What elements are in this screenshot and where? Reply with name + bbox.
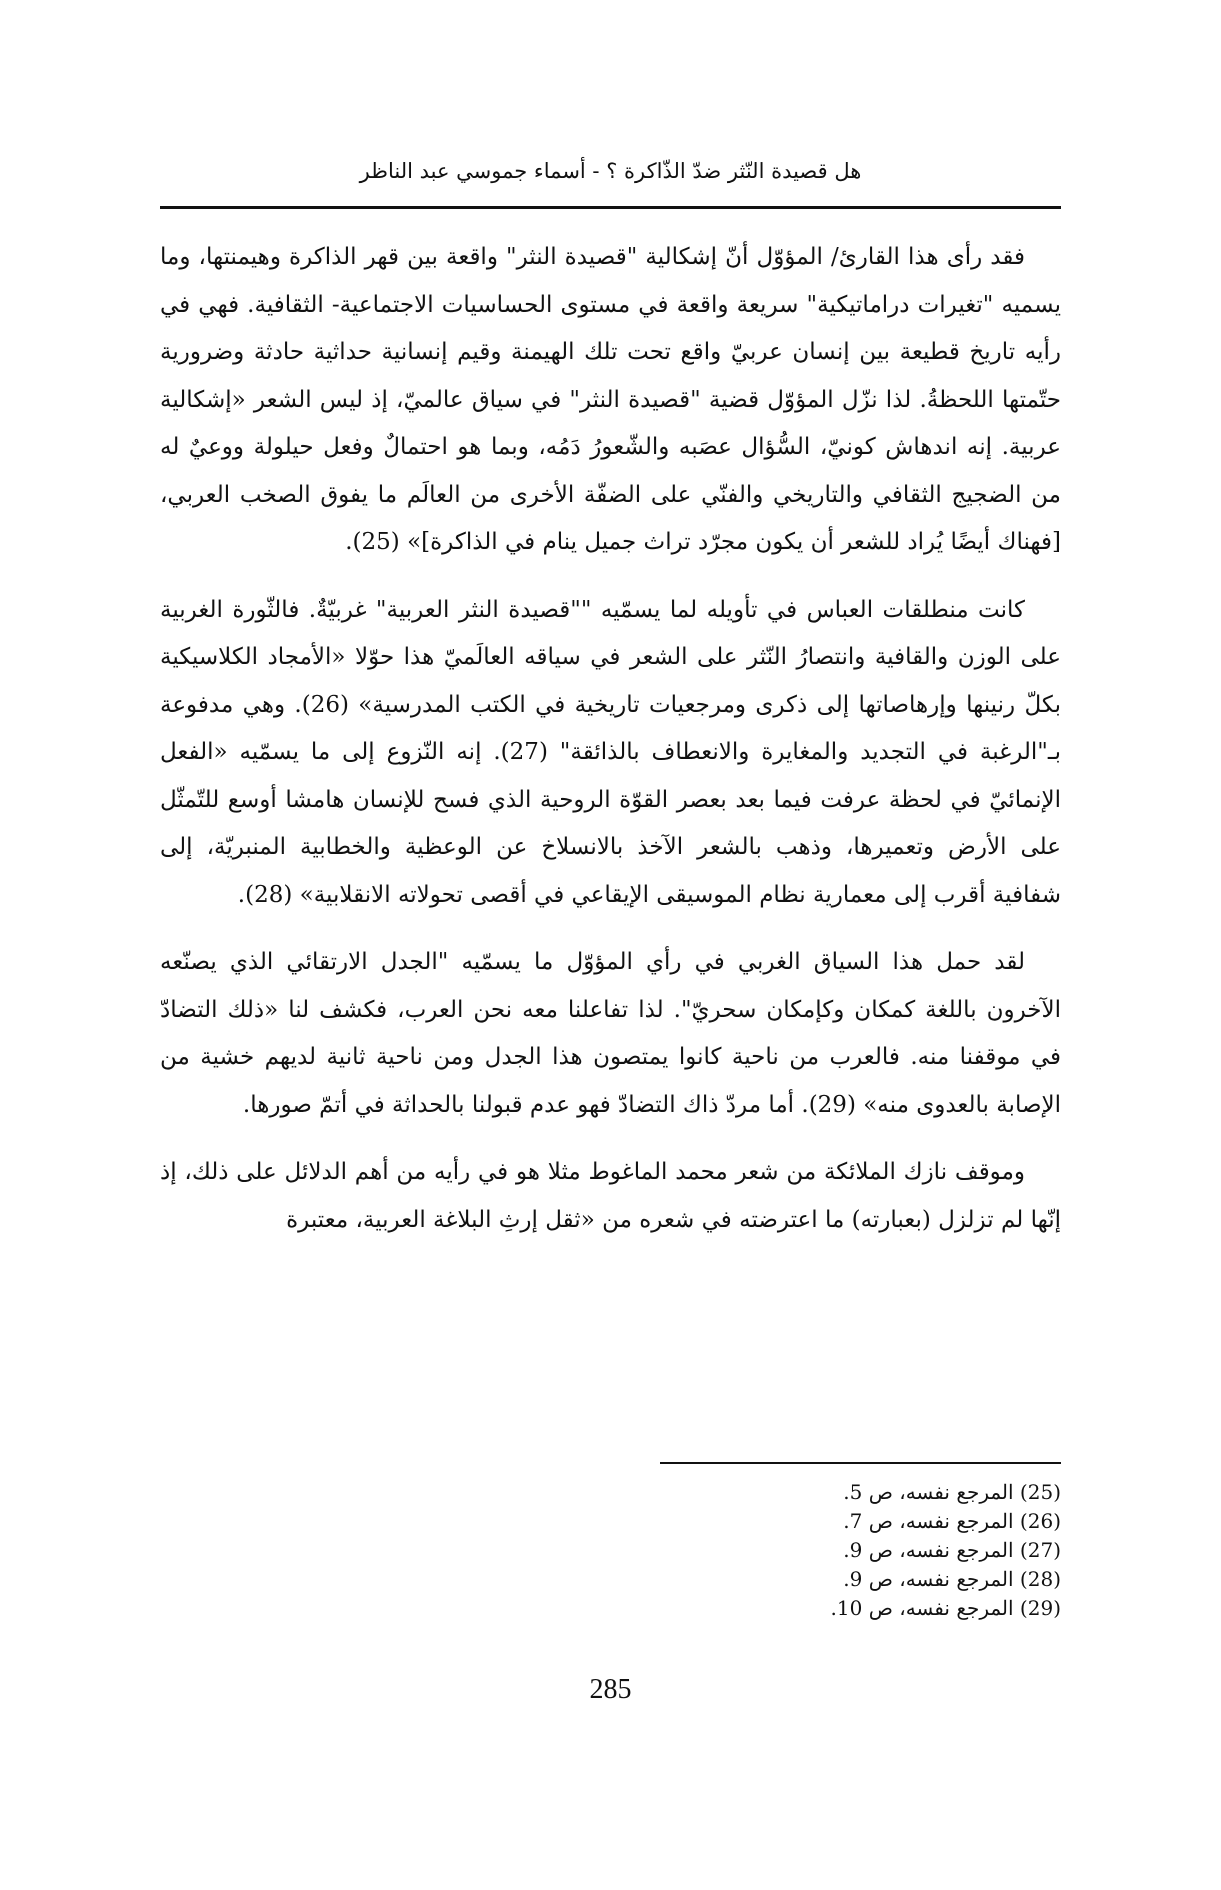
footnote: (25) المرجع نفسه، ص 5. (843, 1480, 1061, 1504)
running-header: هل قصيدة النّثر ضدّ الذّاكرة ؟ - أسماء جموسي عبد الناظر (359, 159, 862, 183)
footnote: (26) المرجع نفسه، ص 7. (843, 1509, 1061, 1533)
paragraph: كانت منطلقات العباس في تأويله لما يسمّيه ""قصيدة النثر العربية" غربيّةٌ. فالثّورة الغربية على الوزن والقافية وانتصارُ النّثر على الشعر في سياقه العالَميّ هذا حوّلا «الأمجاد الكلاسيكية بكلّ رنينها وإرهاصاتها إلى ذكرى ومرجعيات تاريخية في الكتب المدرسية» (26). وهي مدفوعة بـ"الرغبة في التجديد والمغايرة والانعطاف بالذائقة" (27). إنه النّزوع إلى ما يسمّيه «الفعل الإنمائيّ في لحظة عرفت فيما بعد بعصر القوّة الروحية الذي فسح للإنسان هامشا أوسع للتّمثّل على الأرض وتعميرها، وذهب بالشعر الآخذ بالانسلاخ عن الوعظية والخطابية المنبريّة، إلى شفافية أقرب إلى معمارية نظام الموسيقى الإيقاعي في أقصى تحولاته الانقلابية» (28). (160, 596, 1061, 908)
footnote: (28) المرجع نفسه، ص 9. (843, 1567, 1061, 1591)
body-text (160, 234, 1061, 1264)
paragraph: لقد حمل هذا السياق الغربي في رأي المؤوّل ما يسمّيه "الجدل الارتقائي الذي يصنّعه الآخرون باللغة كمكان وكإمكان سحريّ". لذا تفاعلنا معه نحن العرب، فكشف لنا «ذلك التضادّ في موقفنا منه. فالعرب من ناحية كانوا يمتصون هذا الجدل ومن ناحية ثانية لديهم خشية من الإصابة بالعدوى منه» (29). أما مردّ ذاك التضادّ فهو عدم قبولنا بالحداثة في أتمّ صورها. (160, 949, 1061, 1118)
page-number: 285 (589, 1674, 632, 1705)
paragraph: فقد رأى هذا القارئ/ المؤوّل أنّ إشكالية "قصيدة النثر" واقعة بين قهر الذاكرة وهيمنتها، وما يسميه "تغيرات دراماتيكية" سريعة واقعة في مستوى الحساسيات الاجتماعية- الثقافية. فهي في رأيه تاريخ قطيعة بين إنسان عربيّ واقع تحت تلك الهيمنة وقيم إنسانية حداثية حادثة وضرورية حتّمتها اللحظةُ. لذا نزّل المؤوّل قضية "قصيدة النثر" في سياق عالميّ، إذ ليس الشعر «إشكالية عربية. إنه اندهاش كونيّ، السُّؤال عصَبه والشّعورُ دَمُه، وبما هو احتمالٌ وفعل حيلولة ووعيٌ له من الضجيج الثقافي والتاريخي والفنّي على الضفّة الأخرى من العالَم ما يفوق الصخب العربي، [فهناك أيضًا يُراد للشعر أن يكون مجرّد تراث جميل ينام في الذاكرة]» (25). (160, 244, 1061, 555)
footnote: (27) المرجع نفسه، ص 9. (843, 1538, 1061, 1562)
footnote: (29) المرجع نفسه، ص 10. (830, 1596, 1061, 1620)
footnotes (700, 1478, 1061, 1623)
paragraph: وموقف نازك الملائكة من شعر محمد الماغوط مثلا هو في رأيه من أهم الدلائل على ذلك، إذ إنّها لم تزلزل (بعبارته) ما اعترضته في شعره من «ثقل إرثِ البلاغة العربية، معتبرة (160, 1159, 1061, 1233)
header-divider (160, 206, 1061, 209)
footnote-divider (660, 1462, 1061, 1464)
